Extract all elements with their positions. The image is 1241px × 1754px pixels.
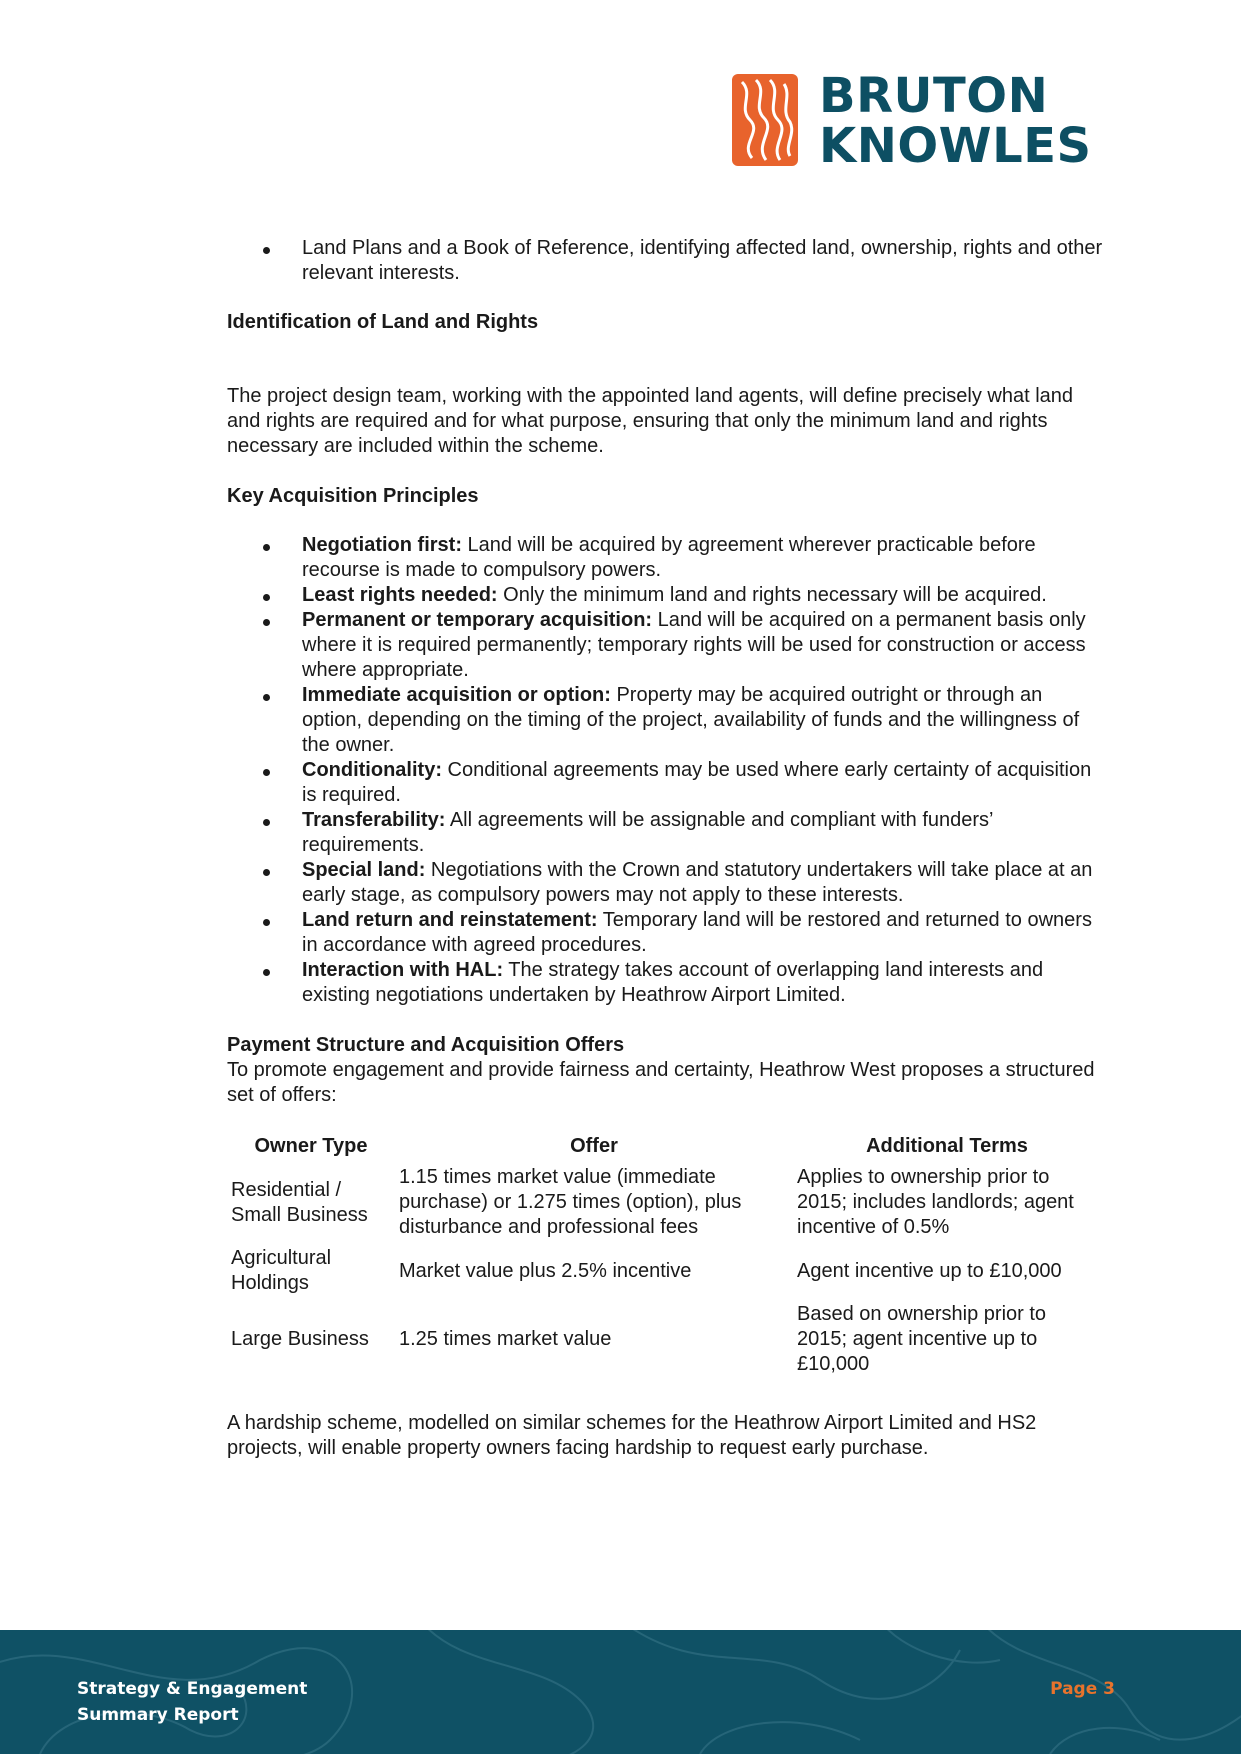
list-item [227,533,1107,583]
bullet-icon [263,544,270,551]
bullet-icon [263,247,270,254]
table-cell-owner-type: Large Business [231,1328,369,1350]
footer-document-title [77,1676,307,1728]
bullet-icon [263,869,270,876]
list-item [227,858,1107,908]
bullet-icon [263,694,270,701]
section-heading-land-rights: Identification of Land and Rights [227,311,539,333]
table-row [227,1163,1101,1244]
principle-term: Transferability: [302,809,446,831]
principle-text: Property may be acquired outright or through an option, depending on the timing of the project, availability of funds and the willingness of the owner. [302,684,1080,756]
top-bullet-list [227,236,1107,286]
section-body-land-rights: The project design team, working with the appointed land agents, will define precisely what land and rights are required and for what purpose, ensuring that only the minimum land and rights necessary are included within the scheme. [227,385,1074,457]
principle-term: Negotiation first: [302,534,462,556]
list-item [227,758,1107,808]
column-header-owner-type: Owner Type [254,1135,368,1157]
list-item-text: Land Plans and a Book of Reference, identifying affected land, ownership, rights and other relevant interests. [302,237,1103,284]
list-item [227,583,1107,608]
bullet-icon [263,594,270,601]
brand-wordmark-line1: BRUTON [819,68,1049,124]
principle-term: Interaction with HAL: [302,959,504,981]
table-cell-terms: Based on ownership prior to 2015; agent incentive up to £10,000 [797,1303,1047,1375]
brand-logo [732,68,1124,174]
bullet-icon [263,969,270,976]
section-heading-principles: Key Acquisition Principles [227,485,479,507]
principle-term: Immediate acquisition or option: [302,684,611,706]
principle-term: Least rights needed: [302,584,498,606]
principles-list [227,533,1107,1008]
principle-text: Conditional agreements may be used where early certainty of acquisition is required. [302,759,1092,806]
footer-title-line2: Summary Report [77,1705,239,1725]
principle-term: Land return and reinstatement: [302,909,598,931]
bullet-icon [263,919,270,926]
list-item [227,236,1107,286]
table-cell-terms: Applies to ownership prior to 2015; includes landlords; agent incentive of 0.5% [797,1166,1074,1238]
principle-text: Land will be acquired by agreement wherever practicable before recourse is made to compulsory powers. [302,534,1036,581]
brand-wordmark [819,68,1092,174]
principle-text: All agreements will be assignable and compliant with funders’ requirements. [302,809,993,856]
table-cell-offer: 1.15 times market value (immediate purchase) or 1.275 times (option), plus disturbance and professional fees [399,1166,742,1238]
list-item [227,958,1107,1008]
bullet-icon [263,819,270,826]
list-item [227,608,1107,683]
closing-paragraph: A hardship scheme, modelled on similar schemes for the Heathrow Airport Limited and HS2 projects, will enable property owners facing hardship to request early purchase. [227,1412,1037,1459]
list-item [227,908,1107,958]
bullet-icon [263,619,270,626]
column-header-additional-terms: Additional Terms [866,1135,1028,1157]
bullet-icon [263,769,270,776]
principle-text: Land will be acquired on a permanent basis only where it is required permanently; temporary rights will be used for construction or access where appropriate. [302,609,1086,681]
principle-term: Conditionality: [302,759,442,781]
table-cell-owner-type: Residential / Small Business [231,1178,368,1226]
offers-table [227,1134,1101,1381]
list-item [227,683,1107,758]
principle-term: Permanent or temporary acquisition: [302,609,653,631]
brand-wordmark-line2: KNOWLES [819,118,1092,174]
column-header-offer: Offer [570,1135,618,1157]
list-item [227,808,1107,858]
table-row [227,1300,1101,1381]
brand-logo-mark-icon [732,74,798,166]
table-row [227,1244,1101,1300]
table-cell-terms: Agent incentive up to £10,000 [797,1259,1062,1282]
principle-text: Temporary land will be restored and returned to owners in accordance with agreed procedures. [302,909,1092,956]
principle-text: Negotiations with the Crown and statutory undertakers will take place at an early stage, as compulsory powers may not apply to these interests. [302,859,1093,906]
principle-text: The strategy takes account of overlapping land interests and existing negotiations undertaken by Heathrow Airport Limited. [302,959,1044,1006]
principle-text: Only the minimum land and rights necessary will be acquired. [497,584,1047,606]
section-heading-payment: Payment Structure and Acquisition Offers [227,1034,625,1056]
table-cell-offer: 1.25 times market value [399,1328,612,1350]
document-body [227,236,1107,1461]
table-cell-owner-type: Agricultural Holdings [231,1247,332,1294]
table-header-row [227,1134,1101,1163]
page-number: Page 3 [1050,1679,1115,1699]
page-footer [0,1630,1241,1754]
table-cell-offer: Market value plus 2.5% incentive [399,1259,692,1282]
section-intro-payment: To promote engagement and provide fairness and certainty, Heathrow West proposes a structured set of offers: [227,1059,1095,1106]
footer-title-line1: Strategy & Engagement [77,1679,308,1699]
principle-term: Special land: [302,859,426,881]
